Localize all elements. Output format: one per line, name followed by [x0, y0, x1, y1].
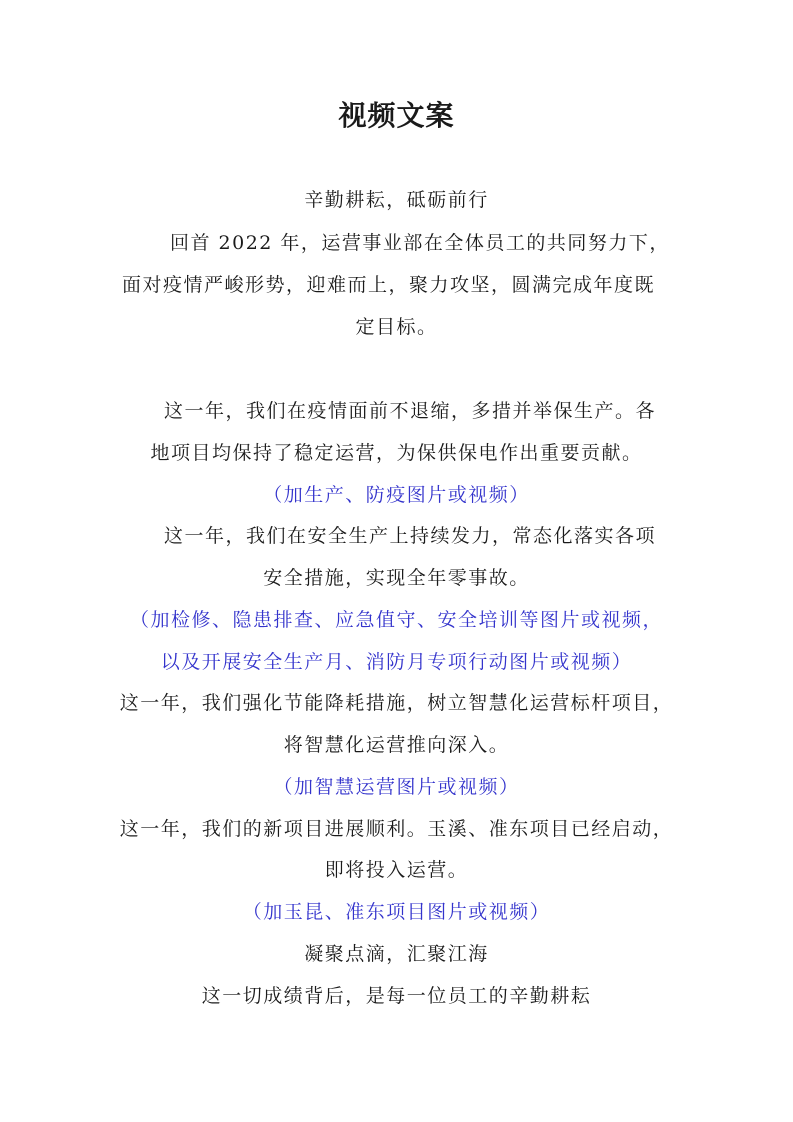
- text-line: 这一切成绩背后，是每一位员工的辛勤耕耘: [201, 985, 592, 1007]
- text-line: 辛勤耕耘，砥砺前行: [304, 189, 489, 211]
- text-line: 地项目均保持了稳定运营，为保供保电作出重要贡献。: [150, 442, 643, 464]
- text-line: 这一年，我们强化节能降耗措施，树立智慧化运营标杆项目，: [119, 692, 674, 714]
- text-line: 将智慧化运营推向深入。: [283, 734, 510, 756]
- document-title: 视频文案: [338, 99, 455, 132]
- text-line: 这一年，我们的新项目进展顺利。玉溪、准东项目已经启动，: [119, 818, 674, 840]
- text-line: 定目标。: [355, 316, 438, 338]
- media-note: （加检修、隐患排查、应急值守、安全培训等图片或视频，: [129, 609, 663, 631]
- text-line: 面对疫情严峻形势，迎难而上，聚力攻坚，圆满完成年度既: [122, 274, 656, 296]
- text-line: 这一年，我们在安全生产上持续发力，常态化落实各项: [164, 525, 657, 547]
- media-note: （加玉昆、准东项目图片或视频）: [242, 901, 551, 923]
- text-line: 安全措施，实现全年零事故。: [263, 567, 530, 589]
- text-line: 回首 2022 年，运营事业部在全体员工的共同努力下，: [170, 232, 670, 254]
- text-line: 即将投入运营。: [324, 859, 469, 881]
- media-note: （加智慧运营图片或视频）: [273, 776, 520, 798]
- text-line: 凝聚点滴，汇聚江海: [304, 943, 489, 965]
- media-note: （加生产、防疫图片或视频）: [263, 484, 530, 506]
- media-note: 以及开展安全生产月、消防月专项行动图片或视频）: [160, 651, 633, 673]
- text-line: 这一年，我们在疫情面前不退缩，多措并举保生产。各: [164, 400, 657, 422]
